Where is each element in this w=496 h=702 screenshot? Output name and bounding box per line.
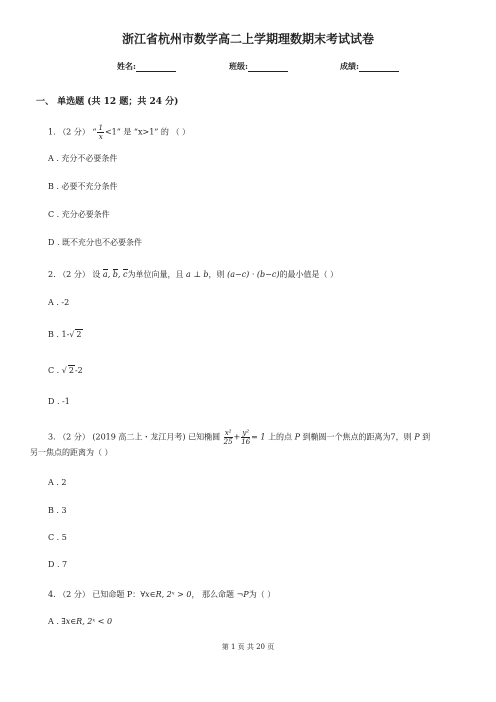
q4-option-a-label: A . xyxy=(48,617,62,626)
page-title: 浙江省杭州市数学高二上学期理数期末考试试卷 xyxy=(121,32,374,46)
q2-option-a: A . -2 xyxy=(48,298,70,307)
q3-option-b: B . 3 xyxy=(48,506,67,515)
question-3 xyxy=(48,429,430,446)
question-1 xyxy=(48,124,190,141)
q3-point-p2: P xyxy=(414,432,420,442)
q3-source: (2019 高二上・龙江月考) xyxy=(92,432,186,442)
q2-vec-b: b xyxy=(112,270,118,279)
q2-option-b-label: B . 1- xyxy=(48,330,70,339)
q1-option-c: C . 充分必要条件 xyxy=(48,210,110,219)
q3-point-p: P xyxy=(294,432,300,442)
q1-open-quote: “ xyxy=(92,127,97,137)
q2-vec-c: c xyxy=(123,270,128,279)
q4-text-b: ， 那么命题 xyxy=(191,590,235,599)
q2-text-b: 为单位向量，且 xyxy=(127,270,184,279)
q3-f1-den: 25 xyxy=(223,438,233,446)
q3-f2-den: 16 xyxy=(241,438,251,446)
q2-option-d: D . -1 xyxy=(48,397,70,406)
q2-option-b-radicand: 2 xyxy=(76,330,82,339)
name-label: 姓名: xyxy=(117,61,136,71)
q1-number: 1. xyxy=(48,127,56,137)
q4-option-a-math: ∃x∈R, 2ˣ < 0 xyxy=(61,617,113,626)
q4-text-a: 已知命题 P： xyxy=(92,590,141,599)
q3-text-c: 到椭圆一个焦点的距离为7，则 xyxy=(302,432,412,442)
class-field xyxy=(229,61,288,72)
q2-text-c: ，则 xyxy=(208,270,225,279)
q3-plus: + xyxy=(233,432,241,442)
q1-option-b: B . 必要不充分条件 xyxy=(48,182,118,191)
q2-vectors: a, b, c xyxy=(102,270,128,279)
q3-f2-num: y² xyxy=(242,429,250,437)
q3-option-d: D . 7 xyxy=(48,560,68,569)
q3-f1-num: x² xyxy=(224,429,232,437)
q3-option-c: C . 5 xyxy=(48,533,67,542)
section-heading: 一、 单选题 (共 12 题；共 24 分) xyxy=(36,97,179,107)
q3-fraction-y xyxy=(241,429,250,446)
q3-fraction-x xyxy=(224,429,233,446)
page-footer: 第 1 页 共 20 页 xyxy=(221,643,275,651)
class-label: 班级: xyxy=(229,61,248,71)
q2-option-c: C . √ 2-2 xyxy=(48,366,83,375)
q4-option-a xyxy=(48,617,112,626)
name-field xyxy=(117,61,176,72)
name-blank xyxy=(136,63,176,72)
q4-score: （2 分） xyxy=(58,590,90,599)
score-label: 成绩: xyxy=(340,61,359,71)
q4-proposition: ∀x∈R, 2ˣ > 0 xyxy=(140,590,192,599)
q4-neg-p: ¬P xyxy=(236,590,249,599)
q2-expr: (a−c) · (b−c) xyxy=(227,270,280,279)
q2-text-d: 的最小值是（ ） xyxy=(279,270,339,279)
q3-number: 3. xyxy=(48,432,56,442)
q2-vec-a: a xyxy=(102,270,108,279)
q1-fraction xyxy=(97,124,103,141)
q3-text-a: 已知椭圆 xyxy=(188,432,221,442)
q4-text-c: 为（ ） xyxy=(248,590,276,599)
q3-line-2: 另一焦点的距离为（ ） xyxy=(30,448,113,457)
q1-option-d: D . 既不充分也不必要条件 xyxy=(48,238,143,247)
q2-perp: a ⊥ b xyxy=(186,270,209,279)
q1-frac-num: 1 xyxy=(98,124,103,132)
q2-option-c-radicand: 2 xyxy=(68,366,74,375)
question-4 xyxy=(48,589,275,600)
q2-option-c-label: C . xyxy=(48,366,62,375)
q3-option-a: A . 2 xyxy=(48,478,67,487)
q3-text-d: 到 xyxy=(422,432,431,442)
q1-text: <1” 是 “x>1” 的 （ ） xyxy=(104,127,191,137)
q2-score: （2 分） xyxy=(58,270,90,279)
q2-number: 2. xyxy=(48,270,56,279)
class-blank xyxy=(248,63,288,72)
score-field xyxy=(340,61,399,72)
q2-text-a: 设 xyxy=(92,270,101,279)
q3-equals: = 1 xyxy=(251,432,266,442)
q3-text-b: 上的点 xyxy=(268,432,293,442)
q1-option-a: A . 充分不必要条件 xyxy=(48,154,118,163)
q1-score: （2 分） xyxy=(58,127,90,137)
q2-option-c-tail: -2 xyxy=(74,366,83,375)
q3-score: （2 分） xyxy=(58,432,90,442)
q4-number: 4. xyxy=(48,590,56,599)
q2-option-b: B . 1-√ 2 xyxy=(48,330,82,339)
score-blank xyxy=(359,63,399,72)
question-2 xyxy=(48,269,338,280)
q1-frac-den: x xyxy=(98,133,103,141)
